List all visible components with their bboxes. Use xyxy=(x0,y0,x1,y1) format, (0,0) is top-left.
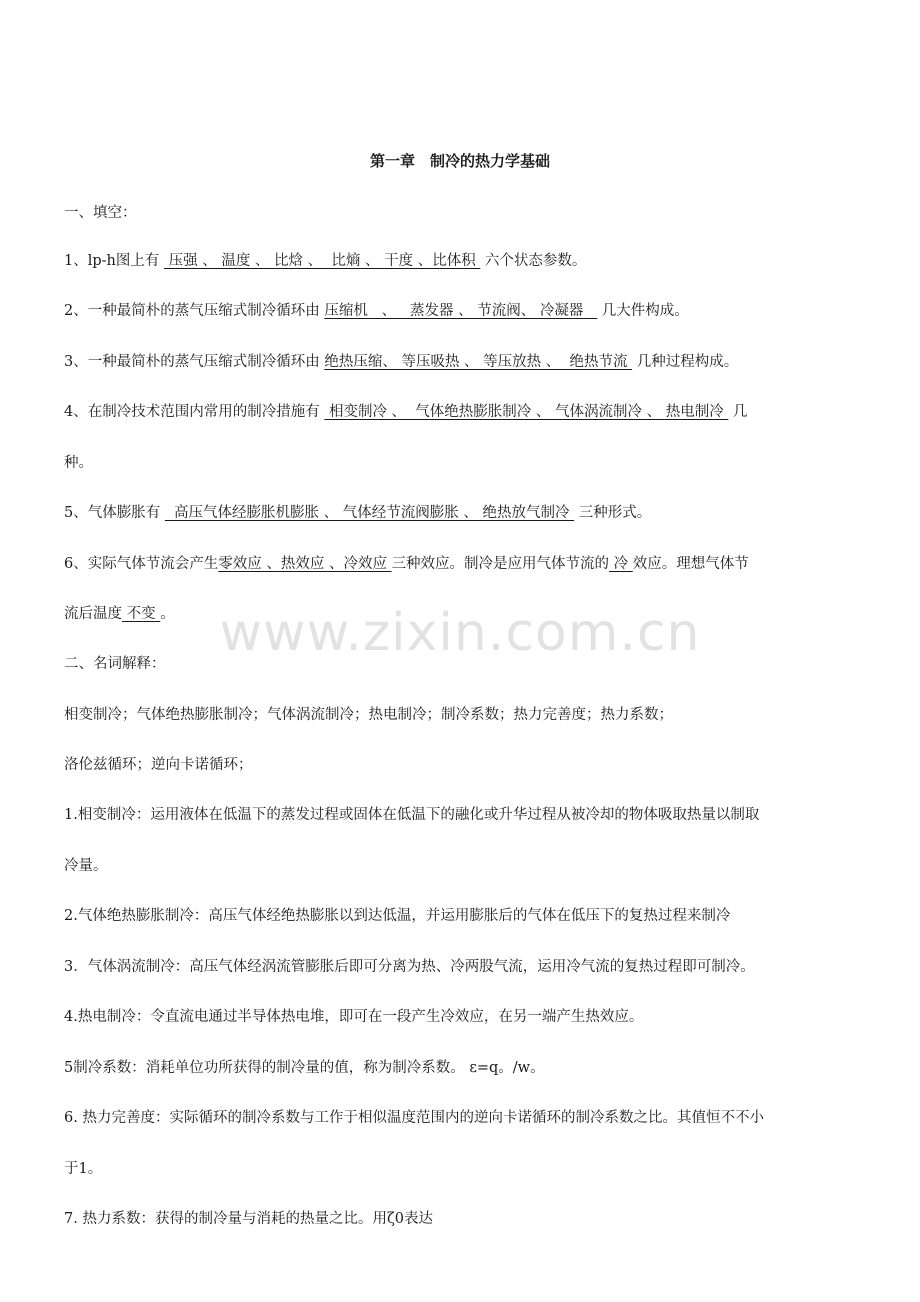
definition-3: 3．气体涡流制冷：高压气体经涡流管膨胀后即可分离为热、冷两股气流，运用冷气流的复热过程即可制冷。 xyxy=(64,959,755,975)
answer-blank: 相变制冷 、 气体绝热膨胀制冷 、 气体涡流制冷 、 热电制冷 xyxy=(324,404,729,420)
question-4-continued: 种。 xyxy=(64,455,93,471)
answer-blank: 冷 xyxy=(609,556,633,572)
watermark-text: www.zixin.com.cn xyxy=(219,603,701,663)
question-3: 3、一种最简朴的蒸气压缩式制冷循环由 绝热压缩、 等压吸热 、 等压放热 、 绝热节流 几种过程构成。 xyxy=(64,354,739,370)
question-2: 2、一种最简朴的蒸气压缩式制冷循环由 压缩机 、 蒸发器 、 节流阀、 冷凝器 几大件构成。 xyxy=(64,303,689,319)
definition-1-continued: 冷量。 xyxy=(64,858,108,874)
answer-blank: 绝热压缩、 等压吸热 、 等压放热 、 绝热节流 xyxy=(324,354,633,370)
definition-6-continued: 于1。 xyxy=(64,1161,103,1177)
answer-blank: 压缩机 、 蒸发器 、 节流阀、 冷凝器 xyxy=(324,303,598,319)
answer-blank: 零效应 、热效应 、冷效应 xyxy=(218,556,392,572)
term-list-continued: 洛伦兹循环；逆向卡诺循环； xyxy=(64,757,253,773)
definition-6: 6. 热力完善度：实际循环的制冷系数与工作于相似温度范围内的逆向卡诺循环的制冷系数之比。其值恒不不小 xyxy=(64,1110,764,1126)
question-4: 4、在制冷技术范围内常用的制冷措施有 相变制冷 、 气体绝热膨胀制冷 、 气体涡流制冷 、 热电制冷 几 xyxy=(64,404,748,420)
question-6-continued: 流后温度 不变 。 xyxy=(64,606,175,622)
definition-5: 5制冷系数：消耗单位功所获得的制冷量的值，称为制冷系数。 ε=q。/w。 xyxy=(64,1060,545,1076)
answer-blank: 压强 、 温度 、 比焓 、 比熵 、 干度 、比体积 xyxy=(164,253,481,269)
term-list: 相变制冷；气体绝热膨胀制冷；气体涡流制冷；热电制冷；制冷系数；热力完善度；热力系数； xyxy=(64,707,673,723)
definition-2: 2.气体绝热膨胀制冷：高压气体经绝热膨胀以到达低温，并运用膨胀后的气体在低压下的复热过程来制冷 xyxy=(64,908,731,924)
definition-4: 4.热电制冷：令直流电通过半导体热电堆，即可在一段产生冷效应，在另一端产生热效应。 xyxy=(64,1009,644,1025)
definition-1: 1.相变制冷：运用液体在低温下的蒸发过程或固体在低温下的融化或升华过程从被冷却的物体吸取热量以制取 xyxy=(64,807,760,823)
chapter-title: 第一章 制冷的热力学基础 xyxy=(369,152,550,170)
section-heading-definitions: 二、名词解释： xyxy=(64,656,166,672)
question-1: 1、lp-h图上有 压强 、 温度 、 比焓 、 比熵 、 干度 、比体积 六个状态参数。 xyxy=(64,253,587,269)
definition-7: 7. 热力系数：获得的制冷量与消耗的热量之比。用ζ0表达 xyxy=(64,1211,434,1227)
answer-blank: 高压气体经膨胀机膨胀 、 气体经节流阀膨胀 、 绝热放气制冷 xyxy=(164,505,575,521)
question-5: 5、气体膨胀有 高压气体经膨胀机膨胀 、 气体经节流阀膨胀 、 绝热放气制冷 三种形式。 xyxy=(64,505,652,521)
question-6: 6、实际气体节流会产生零效应 、热效应 、冷效应 三种效应。制冷是应用气体节流的 冷 效应。理想气体节 xyxy=(64,556,749,572)
section-heading-fill-in: 一、填空： xyxy=(64,205,137,221)
answer-blank: 不变 xyxy=(122,606,161,622)
